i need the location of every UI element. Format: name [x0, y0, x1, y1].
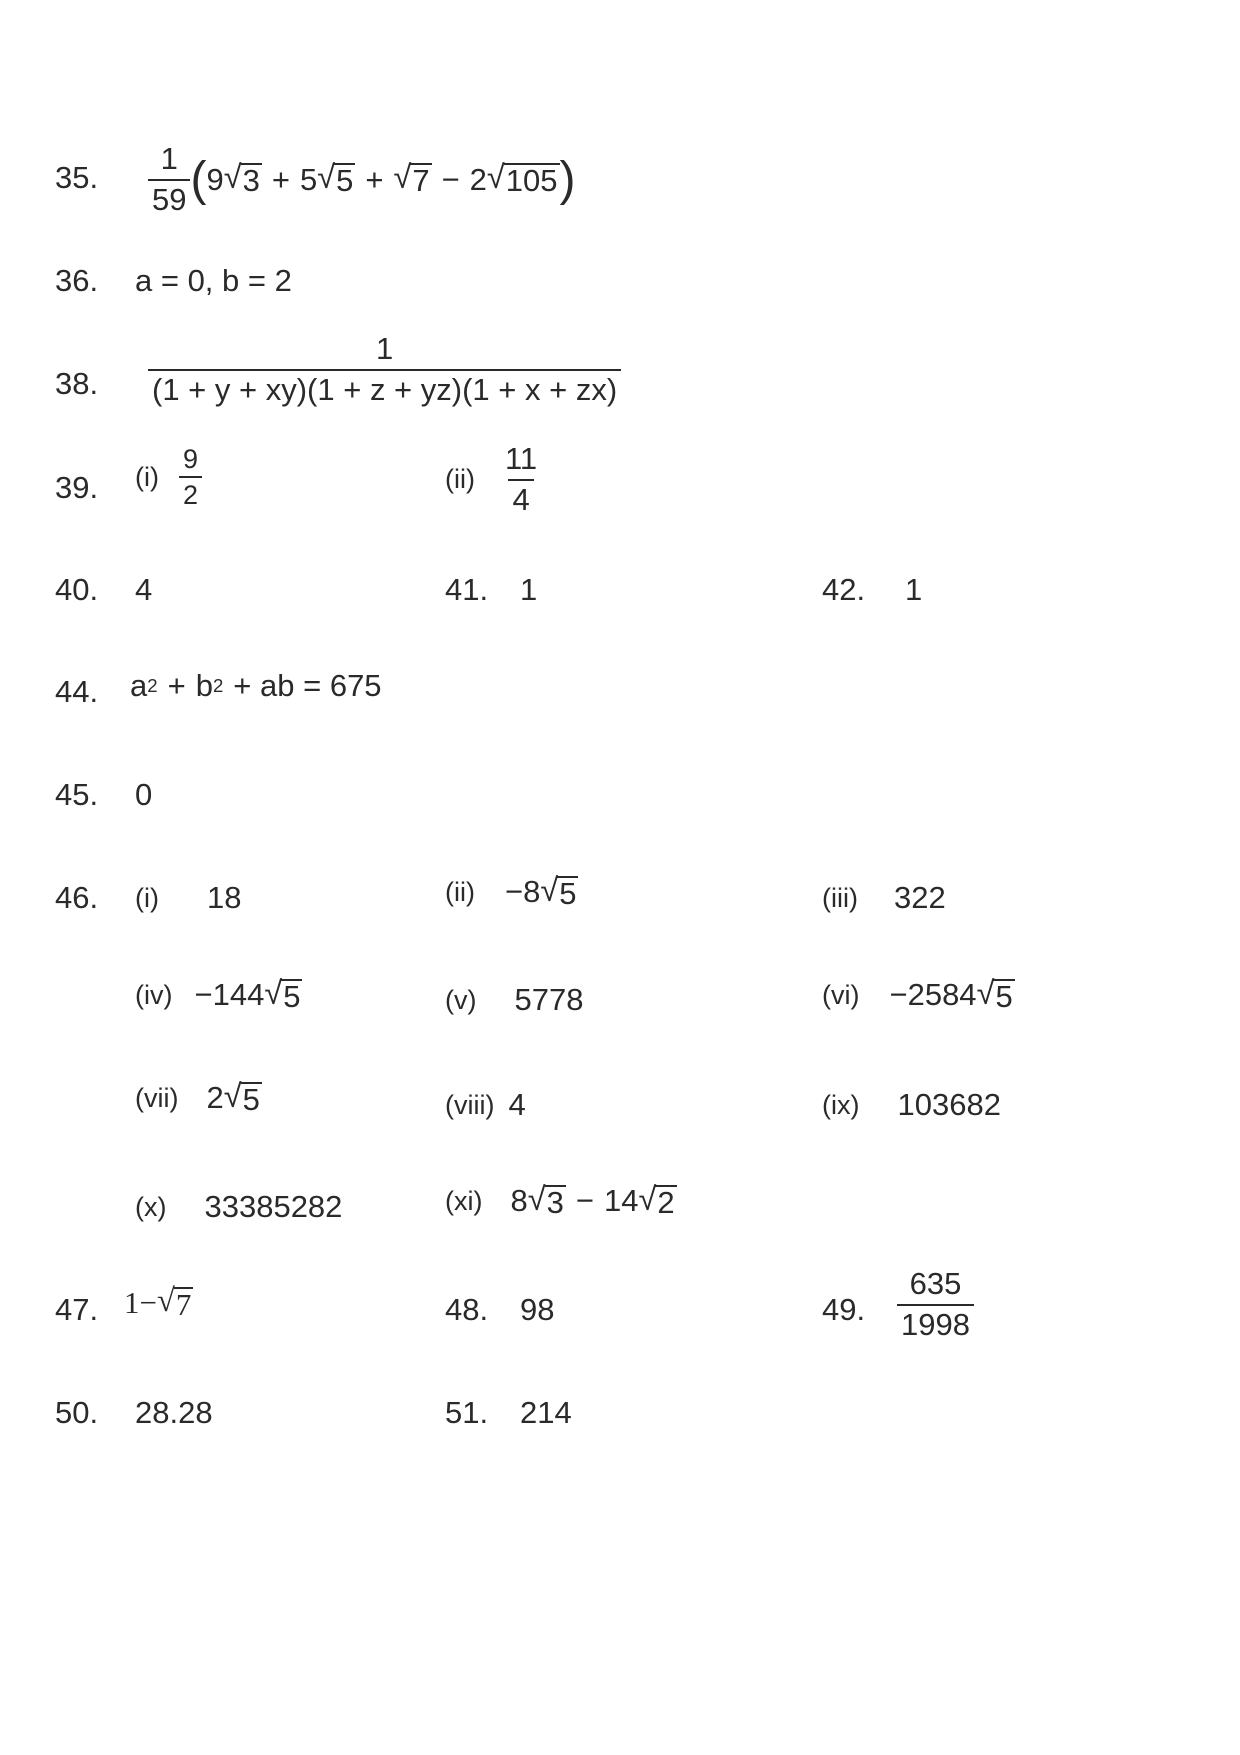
question-44-number: 44. — [55, 674, 99, 709]
answer-41: 1 — [520, 572, 538, 607]
answer-39-ii: (ii) $\frac{11}{4}$ — [445, 441, 538, 517]
answer-38 — [148, 333, 621, 406]
answer-46-vii: (vii) 2 √ 5 — [135, 1078, 260, 1117]
question-48-number: 48. — [445, 1292, 489, 1327]
answer-42: 1 — [905, 572, 923, 607]
question-40-number: 40. — [55, 572, 99, 607]
question-35-number: 35. — [55, 160, 99, 195]
sqrt-7: √ 7 — [393, 159, 430, 199]
answer-50: 28.28 — [135, 1395, 213, 1430]
sqrt-5: √ 5 — [317, 159, 354, 199]
answer-47: 1− √ 7 — [124, 1283, 192, 1322]
sqrt-3: √ 3 — [223, 159, 260, 199]
answer-40: 4 — [135, 572, 153, 607]
answer-46-ii: (ii) −8 √ 5 — [445, 872, 577, 911]
question-47-number: 47. — [55, 1292, 99, 1327]
left-paren: ( — [190, 152, 207, 206]
question-45-number: 45. — [55, 777, 99, 812]
answer-46-viii: (viii) 4 — [445, 1087, 526, 1122]
answer-46-v: (v) 5778 — [445, 982, 584, 1017]
answer-45: 0 — [135, 777, 153, 812]
question-39-number: 39. — [55, 470, 99, 505]
question-51-number: 51. — [445, 1395, 489, 1430]
sqrt-105: √ 105 — [486, 159, 558, 199]
answer-36: a = 0, b = 2 — [135, 263, 292, 298]
question-38-number: 38. — [55, 366, 99, 401]
answer-51: 214 — [520, 1395, 572, 1430]
answer-49: $\frac{635}{1998}$ — [897, 1268, 974, 1341]
answer-46-x: (x) 33385282 — [135, 1189, 343, 1224]
answer-46-i: (i) 18 — [135, 880, 242, 915]
answer-46-ix: (ix) 103682 — [822, 1087, 1001, 1122]
answer-35: $\frac{1}{59}$ ( 9 √ 3 + 5 √ 5 + √ 7 − 2 √ 105 ) — [148, 143, 576, 216]
answer-46-xi: (xi) 8 √ 3 − 14 √ 2 — [445, 1181, 675, 1220]
answer-39-i: (i) $\frac{9}{2}$ — [135, 445, 202, 510]
question-49-number: 49. — [822, 1292, 866, 1327]
answer-38-fraction: $\frac{1}{(1 + y + xy)(1 + z + yz)(1 + x + zx)}$ — [148, 333, 621, 406]
question-36-number: 36. — [55, 263, 99, 298]
answer-46-iii: (iii) 322 — [822, 880, 946, 915]
question-42-number: 42. — [822, 572, 866, 607]
right-paren: ) — [559, 152, 576, 206]
answer-48: 98 — [520, 1292, 555, 1327]
question-41-number: 41. — [445, 572, 489, 607]
answer-35-fraction: $\frac{1}{59}$ — [148, 143, 190, 216]
answer-46-iv: (iv) −144 √ 5 — [135, 975, 301, 1014]
answer-44: a 2 + b 2 + ab = 675 — [130, 668, 382, 703]
answer-46-vi: (vi) −2584 √ 5 — [822, 975, 1013, 1014]
question-50-number: 50. — [55, 1395, 99, 1430]
question-46-number: 46. — [55, 880, 99, 915]
